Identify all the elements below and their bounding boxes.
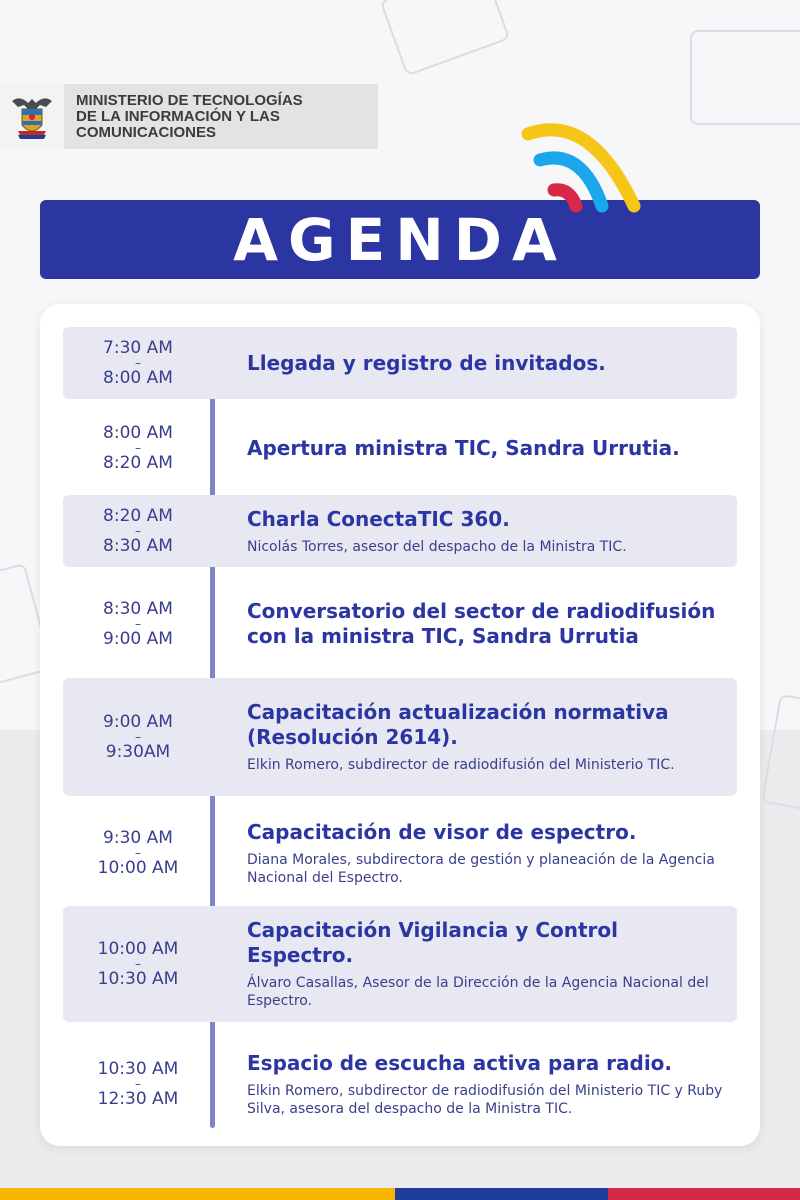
agenda-item — [63, 906, 737, 1022]
time-separator: – — [135, 356, 141, 370]
agenda-title: Conversatorio del sector de radiodifusión con la ministra TIC, Sandra Urrutia — [247, 599, 716, 648]
agenda-item — [63, 678, 737, 796]
agenda-item — [63, 327, 737, 399]
decorative-device-outline — [380, 0, 511, 76]
time-separator: – — [135, 524, 141, 538]
decorative-monitor-outline — [690, 30, 800, 125]
agenda-time — [63, 578, 213, 670]
agenda-item — [63, 412, 737, 484]
end-time: 8:00 AM — [103, 368, 173, 388]
start-time: 8:00 AM — [103, 423, 173, 443]
agenda-speaker: Nicolás Torres, asesor del despacho de la Ministra TIC. — [247, 538, 627, 555]
agenda-time — [63, 906, 213, 1022]
end-time: 8:30 AM — [103, 536, 173, 556]
agenda-item — [63, 1032, 737, 1136]
agenda-item — [63, 578, 737, 670]
agenda-time — [63, 495, 213, 567]
agenda-item — [63, 495, 737, 567]
agenda-title: Capacitación de visor de espectro. — [247, 819, 637, 844]
start-time: 9:00 AM — [103, 712, 173, 732]
agenda-time — [63, 412, 213, 484]
agenda-content — [247, 809, 727, 897]
ministry-header — [0, 84, 378, 149]
start-time: 10:00 AM — [97, 939, 179, 959]
start-time: 7:30 AM — [103, 338, 173, 358]
end-time: 10:30 AM — [97, 969, 179, 989]
end-time: 9:30AM — [105, 742, 171, 762]
flag-stripe-red — [608, 1188, 800, 1200]
agenda-card — [40, 304, 760, 1146]
ministry-name-line-3: COMUNICACIONES — [76, 123, 217, 141]
ministry-name-line-2: DE LA INFORMACIÓN Y LAS — [76, 107, 280, 125]
agenda-speaker: Diana Morales, subdirectora de gestión y planeación de la Agencia Nacional del Espectro. — [247, 851, 715, 886]
colombia-crest-icon — [0, 84, 64, 149]
agenda-content — [247, 412, 727, 484]
wifi-signal-icon — [520, 120, 650, 220]
agenda-time — [63, 678, 213, 796]
ministry-name — [64, 93, 303, 141]
agenda-title: Apertura ministra TIC, Sandra Urrutia. — [247, 435, 680, 460]
end-time: 12:30 AM — [97, 1089, 179, 1109]
agenda-speaker: Elkin Romero, subdirector de radiodifusión del Ministerio TIC y Ruby Silva, asesora del despacho de la Ministra TIC. — [247, 1082, 723, 1117]
agenda-title: Capacitación actualización normativa (Resolución 2614). — [247, 700, 669, 749]
agenda-time — [63, 809, 213, 897]
time-separator: – — [135, 441, 141, 455]
agenda-speaker: Álvaro Casallas, Asesor de la Dirección de la Agencia Nacional del Espectro. — [247, 975, 709, 1009]
agenda-content — [247, 327, 727, 399]
agenda-content — [247, 578, 727, 670]
page-title: AGENDA — [233, 205, 567, 274]
time-separator: – — [135, 1077, 141, 1091]
agenda-content — [247, 678, 727, 796]
flag-stripe-blue — [395, 1188, 608, 1200]
start-time: 8:30 AM — [103, 599, 173, 619]
end-time: 8:20 AM — [103, 453, 173, 473]
start-time: 8:20 AM — [103, 506, 173, 526]
flag-stripe-yellow — [0, 1188, 395, 1200]
agenda-content — [247, 1032, 727, 1136]
agenda-banner — [40, 200, 760, 279]
time-separator: – — [135, 730, 141, 744]
start-time: 10:30 AM — [97, 1059, 179, 1079]
agenda-title: Capacitación Vigilancia y Control Espectro. — [247, 918, 618, 967]
time-separator: – — [135, 957, 141, 971]
agenda-content — [247, 495, 727, 567]
agenda-time — [63, 1032, 213, 1136]
agenda-title: Espacio de escucha activa para radio. — [247, 1050, 673, 1075]
agenda-speaker: Elkin Romero, subdirector de radiodifusión del Ministerio TIC. — [247, 757, 675, 773]
agenda-title: Charla ConectaTIC 360. — [247, 506, 510, 531]
ministry-name-line-1: MINISTERIO DE TECNOLOGÍAS — [76, 91, 303, 109]
end-time: 10:00 AM — [97, 858, 179, 878]
agenda-item — [63, 809, 737, 897]
agenda-time — [63, 327, 213, 399]
agenda-content — [247, 906, 727, 1022]
start-time: 9:30 AM — [103, 828, 173, 848]
agenda-title: Llegada y registro de invitados. — [247, 350, 606, 375]
time-separator: – — [135, 846, 141, 860]
end-time: 9:00 AM — [103, 629, 173, 649]
time-separator: – — [135, 617, 141, 631]
